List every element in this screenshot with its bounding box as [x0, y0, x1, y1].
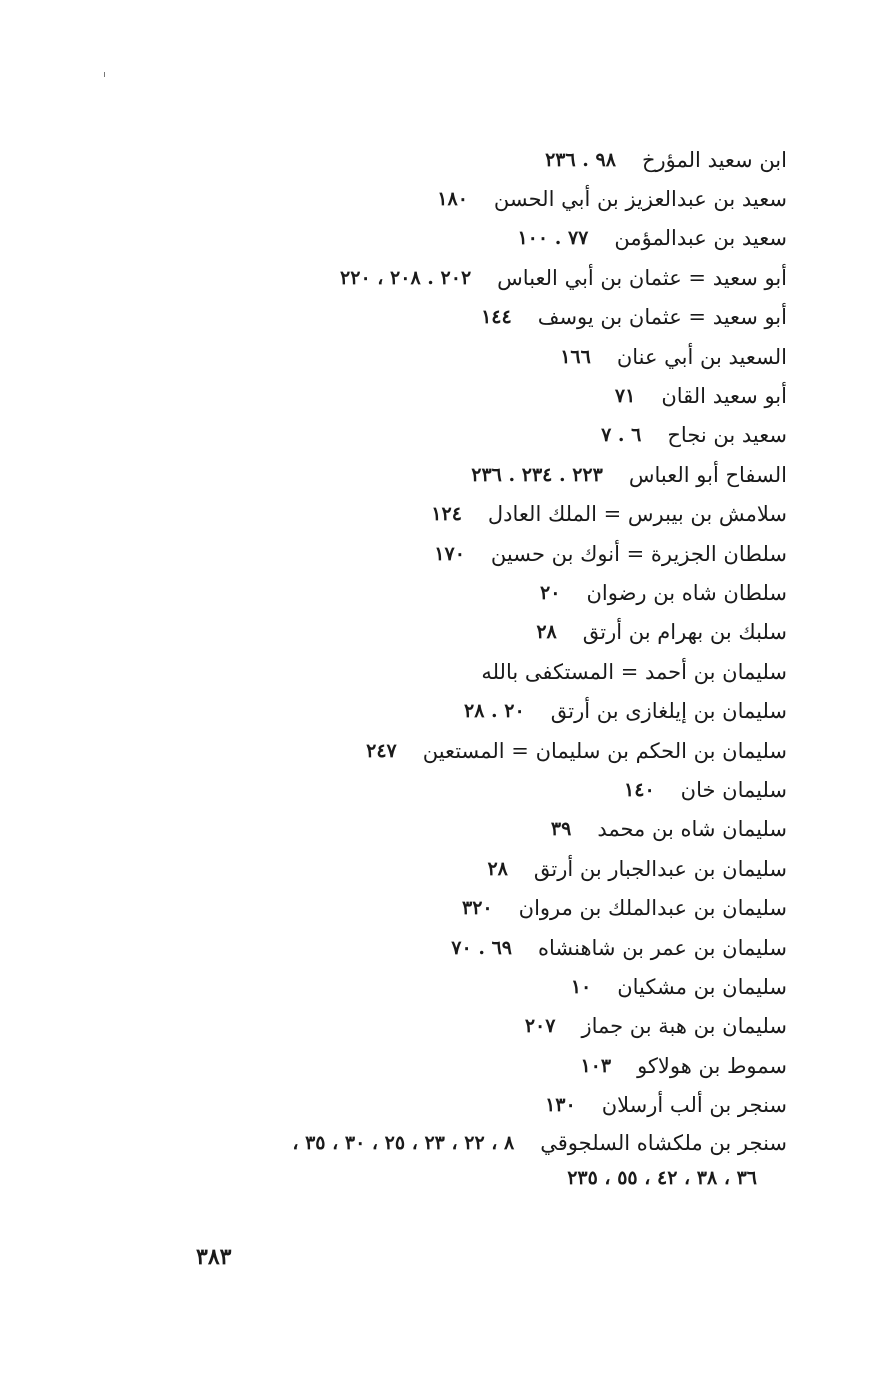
entry-first-line [67, 1125, 787, 1161]
index-entry [67, 179, 787, 218]
entry-pages: ٩٨ . ٢٣٦ [545, 148, 616, 171]
entry-name: سعيد بن عبدالمؤمن [614, 226, 787, 251]
entry-pages: ١٢٤ [431, 503, 462, 526]
index-entry [67, 1085, 787, 1124]
entry-pages: ٧٧ . ١٠٠ [517, 227, 589, 250]
entry-pages: ١٠ [570, 975, 592, 998]
entry-name: سلامش بن بيبرس = الملك العادل [487, 502, 787, 527]
index-entry [67, 1046, 787, 1085]
index-entry [67, 495, 787, 534]
entry-name: سليمان بن عبدالملك بن مروان [518, 896, 787, 921]
entry-pages: ١٨٠ [437, 188, 468, 211]
print-speck [104, 72, 105, 77]
entry-pages: ١٤٤ [481, 306, 512, 329]
entry-pages: ٢٢٣ . ٢٣٤ . ٢٣٦ [471, 463, 603, 486]
entry-name: سليمان بن أحمد = المستكفى بالله [481, 659, 787, 684]
entry-name: سعيد بن نجاح [667, 423, 787, 448]
entry-pages: ٢٠ [540, 581, 561, 604]
index-entry [67, 810, 787, 849]
entry-name: أبو سعيد القان [661, 384, 787, 409]
entry-name: سعيد بن عبدالعزيز بن أبي الحسن [493, 187, 787, 212]
page-number: ٣٨٣ [196, 1244, 232, 1270]
entry-name: أبو سعيد = عثمان بن أبي العباس [497, 265, 787, 290]
index-entry [67, 770, 787, 809]
index-entry [67, 613, 787, 652]
index-entry [67, 731, 787, 770]
index-entry [67, 140, 787, 179]
entry-name: سليمان بن عبدالجبار بن أرتق [533, 856, 787, 881]
index-entry [67, 455, 787, 494]
entry-name: سلطان شاه بن رضوان [586, 580, 787, 605]
index-entry [67, 691, 787, 730]
entry-pages: ٢٠ . ٢٨ [464, 700, 525, 723]
entry-name: سلطان الجزيرة = أنوك بن حسين [490, 541, 787, 566]
index-entry [67, 534, 787, 573]
entry-name: سليمان بن إيلغازى بن أرتق [550, 699, 787, 724]
entry-pages: ١٦٦ [560, 345, 591, 368]
index-entry [67, 376, 787, 415]
entry-continuation-line [67, 1161, 787, 1195]
entry-pages: ١٧٠ [434, 542, 465, 565]
index-entry [67, 928, 787, 967]
entry-pages: ٢٤٧ [366, 739, 397, 762]
entry-pages: ٨ ، ٢٢ ، ٢٣ ، ٢٥ ، ٣٠ ، ٣٥ ، [292, 1131, 515, 1154]
entry-pages: ١٤٠ [624, 778, 655, 801]
entry-name: سليمان شاه بن محمد [597, 817, 787, 842]
index-entry [67, 849, 787, 888]
entry-name: سليمان خان [680, 777, 787, 802]
entry-name: السفاح أبو العباس [628, 462, 787, 487]
index-entry [67, 258, 787, 297]
entry-pages: ٦٩ . ٧٠ [451, 936, 512, 959]
entry-name: سليمان بن مشكيان [617, 974, 787, 999]
entry-pages: ٧١ [614, 385, 636, 408]
entry-pages: ٦ . ٧ [601, 424, 642, 447]
entry-pages: ٣٢٠ [462, 897, 493, 920]
index-entry [67, 337, 787, 376]
entry-name: سلبك بن بهرام بن أرتق [582, 620, 787, 645]
entry-name: سليمان بن عمر بن شاهنشاه [537, 935, 787, 960]
entry-pages: ١٣٠ [545, 1094, 576, 1117]
index-entry [67, 416, 787, 455]
entry-name: أبو سعيد = عثمان بن يوسف [537, 305, 787, 330]
entry-name: السعيد بن أبي عنان [616, 344, 787, 369]
entry-pages: ٢٨ [536, 621, 557, 644]
index-entry [67, 219, 787, 258]
index-entry [67, 298, 787, 337]
entry-pages: ٢٠٢ . ٢٠٨ ، ٢٢٠ [340, 266, 472, 289]
entry-name: سنجر بن ملكشاه السلجوقي [540, 1130, 787, 1155]
index-entry [67, 1007, 787, 1046]
entry-pages-continued: ٣٦ ، ٣٨ ، ٤٢ ، ٥٥ ، ٢٣٥ [567, 1166, 757, 1189]
entry-name: سموط بن هولاكو [637, 1053, 787, 1078]
index-list [67, 140, 787, 1195]
entry-name: ابن سعيد المؤرخ [641, 147, 787, 172]
index-entry [67, 573, 787, 612]
index-entry [67, 652, 787, 691]
entry-name: سليمان بن هبة بن جماز [581, 1014, 787, 1039]
entry-pages: ٣٩ [550, 818, 572, 841]
entry-name: سليمان بن الحكم بن سليمان = المستعين [422, 738, 787, 763]
entry-pages: ٢٠٧ [524, 1015, 556, 1038]
index-entry [67, 888, 787, 927]
index-entry [67, 967, 787, 1006]
entry-pages: ٢٨ [487, 857, 508, 880]
index-entry-wrapped [67, 1125, 787, 1195]
entry-pages: ١٠٣ [580, 1054, 612, 1077]
entry-name: سنجر بن ألب أرسلان [601, 1093, 787, 1118]
